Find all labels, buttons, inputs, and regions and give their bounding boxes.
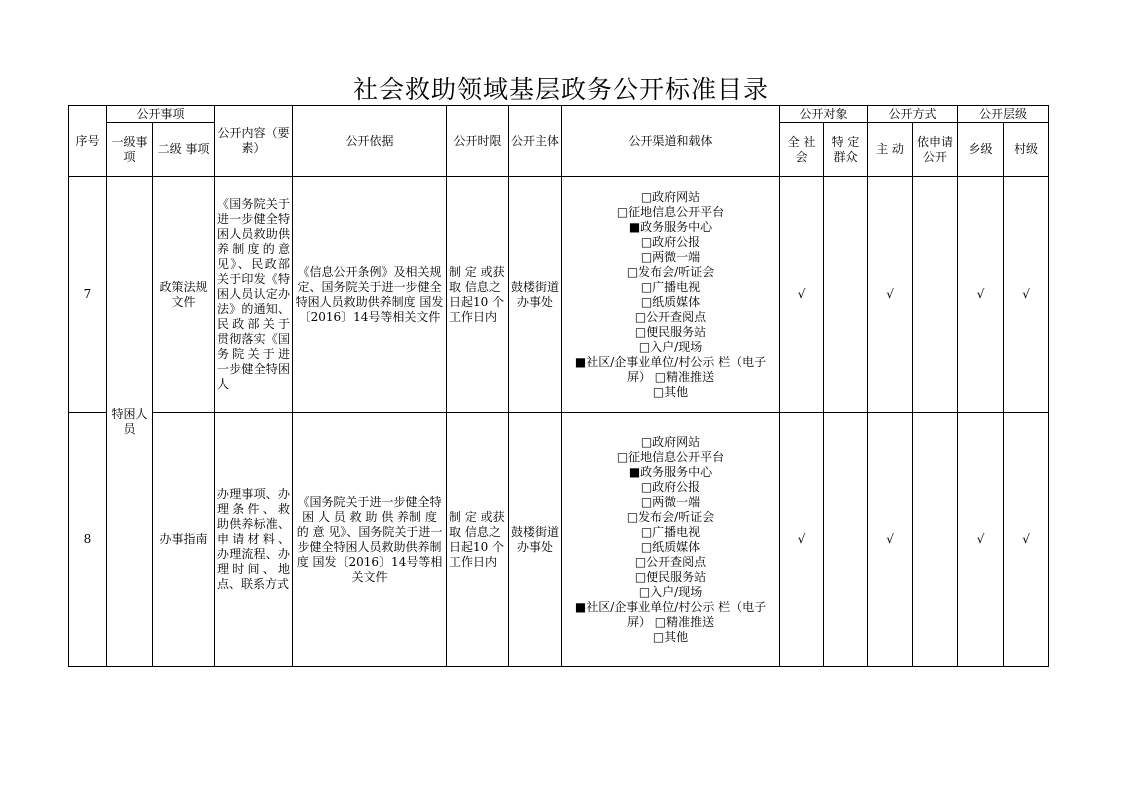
row-village: √ bbox=[1004, 177, 1049, 413]
channel-item: □其他 bbox=[652, 384, 689, 399]
header-time-limit: 公开时限 bbox=[447, 106, 509, 177]
catalog-table bbox=[68, 105, 1049, 667]
row-specific-group bbox=[824, 177, 868, 413]
row-on-request bbox=[913, 413, 958, 667]
row-subject: 鼓楼街道办事处 bbox=[509, 177, 562, 413]
channel-item: □政府公报 bbox=[640, 479, 701, 494]
channel-item: □公开查阅点 bbox=[634, 309, 707, 324]
level1-cell: 特困人员 bbox=[107, 177, 153, 667]
page-title: 社会救助领域基层政务公开标准目录 bbox=[352, 75, 769, 104]
row-whole-society: √ bbox=[780, 413, 824, 667]
channel-item: □纸质媒体 bbox=[640, 539, 701, 554]
row-specific-group bbox=[824, 413, 868, 667]
row-active: √ bbox=[868, 413, 913, 667]
channel-item: ■社区/企事业单位/村公示 栏（电子屏） □精准推送 bbox=[574, 599, 767, 629]
channel-item: □广播电视 bbox=[640, 524, 701, 539]
header-channels: 公开渠道和载体 bbox=[562, 106, 780, 177]
header-method: 公开方式 bbox=[868, 106, 958, 123]
row-whole-society: √ bbox=[780, 177, 824, 413]
channel-item: □政府公报 bbox=[640, 234, 701, 249]
row-level2: 办事指南 bbox=[153, 413, 215, 667]
header-target: 公开对象 bbox=[780, 106, 868, 123]
row-active: √ bbox=[868, 177, 913, 413]
channel-item: □纸质媒体 bbox=[640, 294, 701, 309]
row-township: √ bbox=[958, 413, 1004, 667]
channel-item: □征地信息公开平台 bbox=[616, 449, 725, 464]
row-township: √ bbox=[958, 177, 1004, 413]
channel-item: □政府网站 bbox=[640, 434, 701, 449]
header-subject: 公开主体 bbox=[509, 106, 562, 177]
header-content: 公开内容（要素） bbox=[215, 106, 293, 177]
header-level2: 二级 事项 bbox=[153, 123, 215, 177]
channel-item: □两微一端 bbox=[640, 249, 701, 264]
header-on-request: 依申请公开 bbox=[913, 123, 958, 177]
row-seq: 7 bbox=[69, 177, 107, 413]
row-level2: 政策法规文件 bbox=[153, 177, 215, 413]
header-seq: 序号 bbox=[69, 106, 107, 177]
header-village: 村级 bbox=[1004, 123, 1049, 177]
row-subject: 鼓楼街道办事处 bbox=[509, 413, 562, 667]
header-whole-society: 全 社 会 bbox=[780, 123, 824, 177]
row-content: 办理事项、办理条件、救 助供养标准、 申请材料、 办理流程、办理时间、地点、联系方式 bbox=[215, 413, 293, 667]
row-channels bbox=[562, 177, 780, 413]
channel-item: □其他 bbox=[652, 629, 689, 644]
channel-item: □入户/现场 bbox=[638, 584, 703, 599]
header-active: 主 动 bbox=[868, 123, 913, 177]
row-time-limit: 制 定 或获 取 信息之日起10 个 工作日内 bbox=[447, 413, 509, 667]
channel-item: □广播电视 bbox=[640, 279, 701, 294]
header-level: 公开层级 bbox=[958, 106, 1049, 123]
row-channels bbox=[562, 413, 780, 667]
header-specific-group: 特 定 群众 bbox=[824, 123, 868, 177]
channel-item: □政府网站 bbox=[640, 189, 701, 204]
table-row bbox=[69, 413, 1049, 667]
row-seq: 8 bbox=[69, 413, 107, 667]
channel-item: ■政务服务中心 bbox=[628, 219, 713, 234]
row-content: 《国务院关于进一步健全特困人员救助供养制度的意见》、民政部关于印发《特困人员认定办 法》的通知、民政部关于 贯彻落实《国务院关于进 一步健全特困人 bbox=[215, 177, 293, 413]
channel-item: □便民服务站 bbox=[634, 569, 707, 584]
channel-item: □征地信息公开平台 bbox=[616, 204, 725, 219]
channel-item: ■社区/企事业单位/村公示 栏（电子屏） □精准推送 bbox=[574, 354, 767, 384]
channel-item: □两微一端 bbox=[640, 494, 701, 509]
header-matters: 公开事项 bbox=[107, 106, 215, 123]
row-basis: 《国务院关于进一步健全特 困 人 员 救 助 供 养制 度 的 意 见》、国务院关于进一步健全特困人员救助供养制度 国发〔2016〕14号等相关文件 bbox=[293, 413, 447, 667]
header-row-1 bbox=[69, 106, 1049, 123]
header-level1: 一级事项 bbox=[107, 123, 153, 177]
header-township: 乡级 bbox=[958, 123, 1004, 177]
header-basis: 公开依据 bbox=[293, 106, 447, 177]
channel-item: □公开查阅点 bbox=[634, 554, 707, 569]
channel-item: ■政务服务中心 bbox=[628, 464, 713, 479]
row-village: √ bbox=[1004, 413, 1049, 667]
channel-item: □发布会/听证会 bbox=[626, 264, 715, 279]
table-row bbox=[69, 177, 1049, 413]
channel-item: □便民服务站 bbox=[634, 324, 707, 339]
row-on-request bbox=[913, 177, 958, 413]
row-time-limit: 制 定 或获 取 信息之日起10 个 工作日内 bbox=[447, 177, 509, 413]
row-basis: 《信息公开条例》及相关规定、国务院关于进一步健全特困人员救助供养制度 国发〔2016〕14号等相关文件 bbox=[293, 177, 447, 413]
channel-item: □入户/现场 bbox=[638, 339, 703, 354]
channel-item: □发布会/听证会 bbox=[626, 509, 715, 524]
